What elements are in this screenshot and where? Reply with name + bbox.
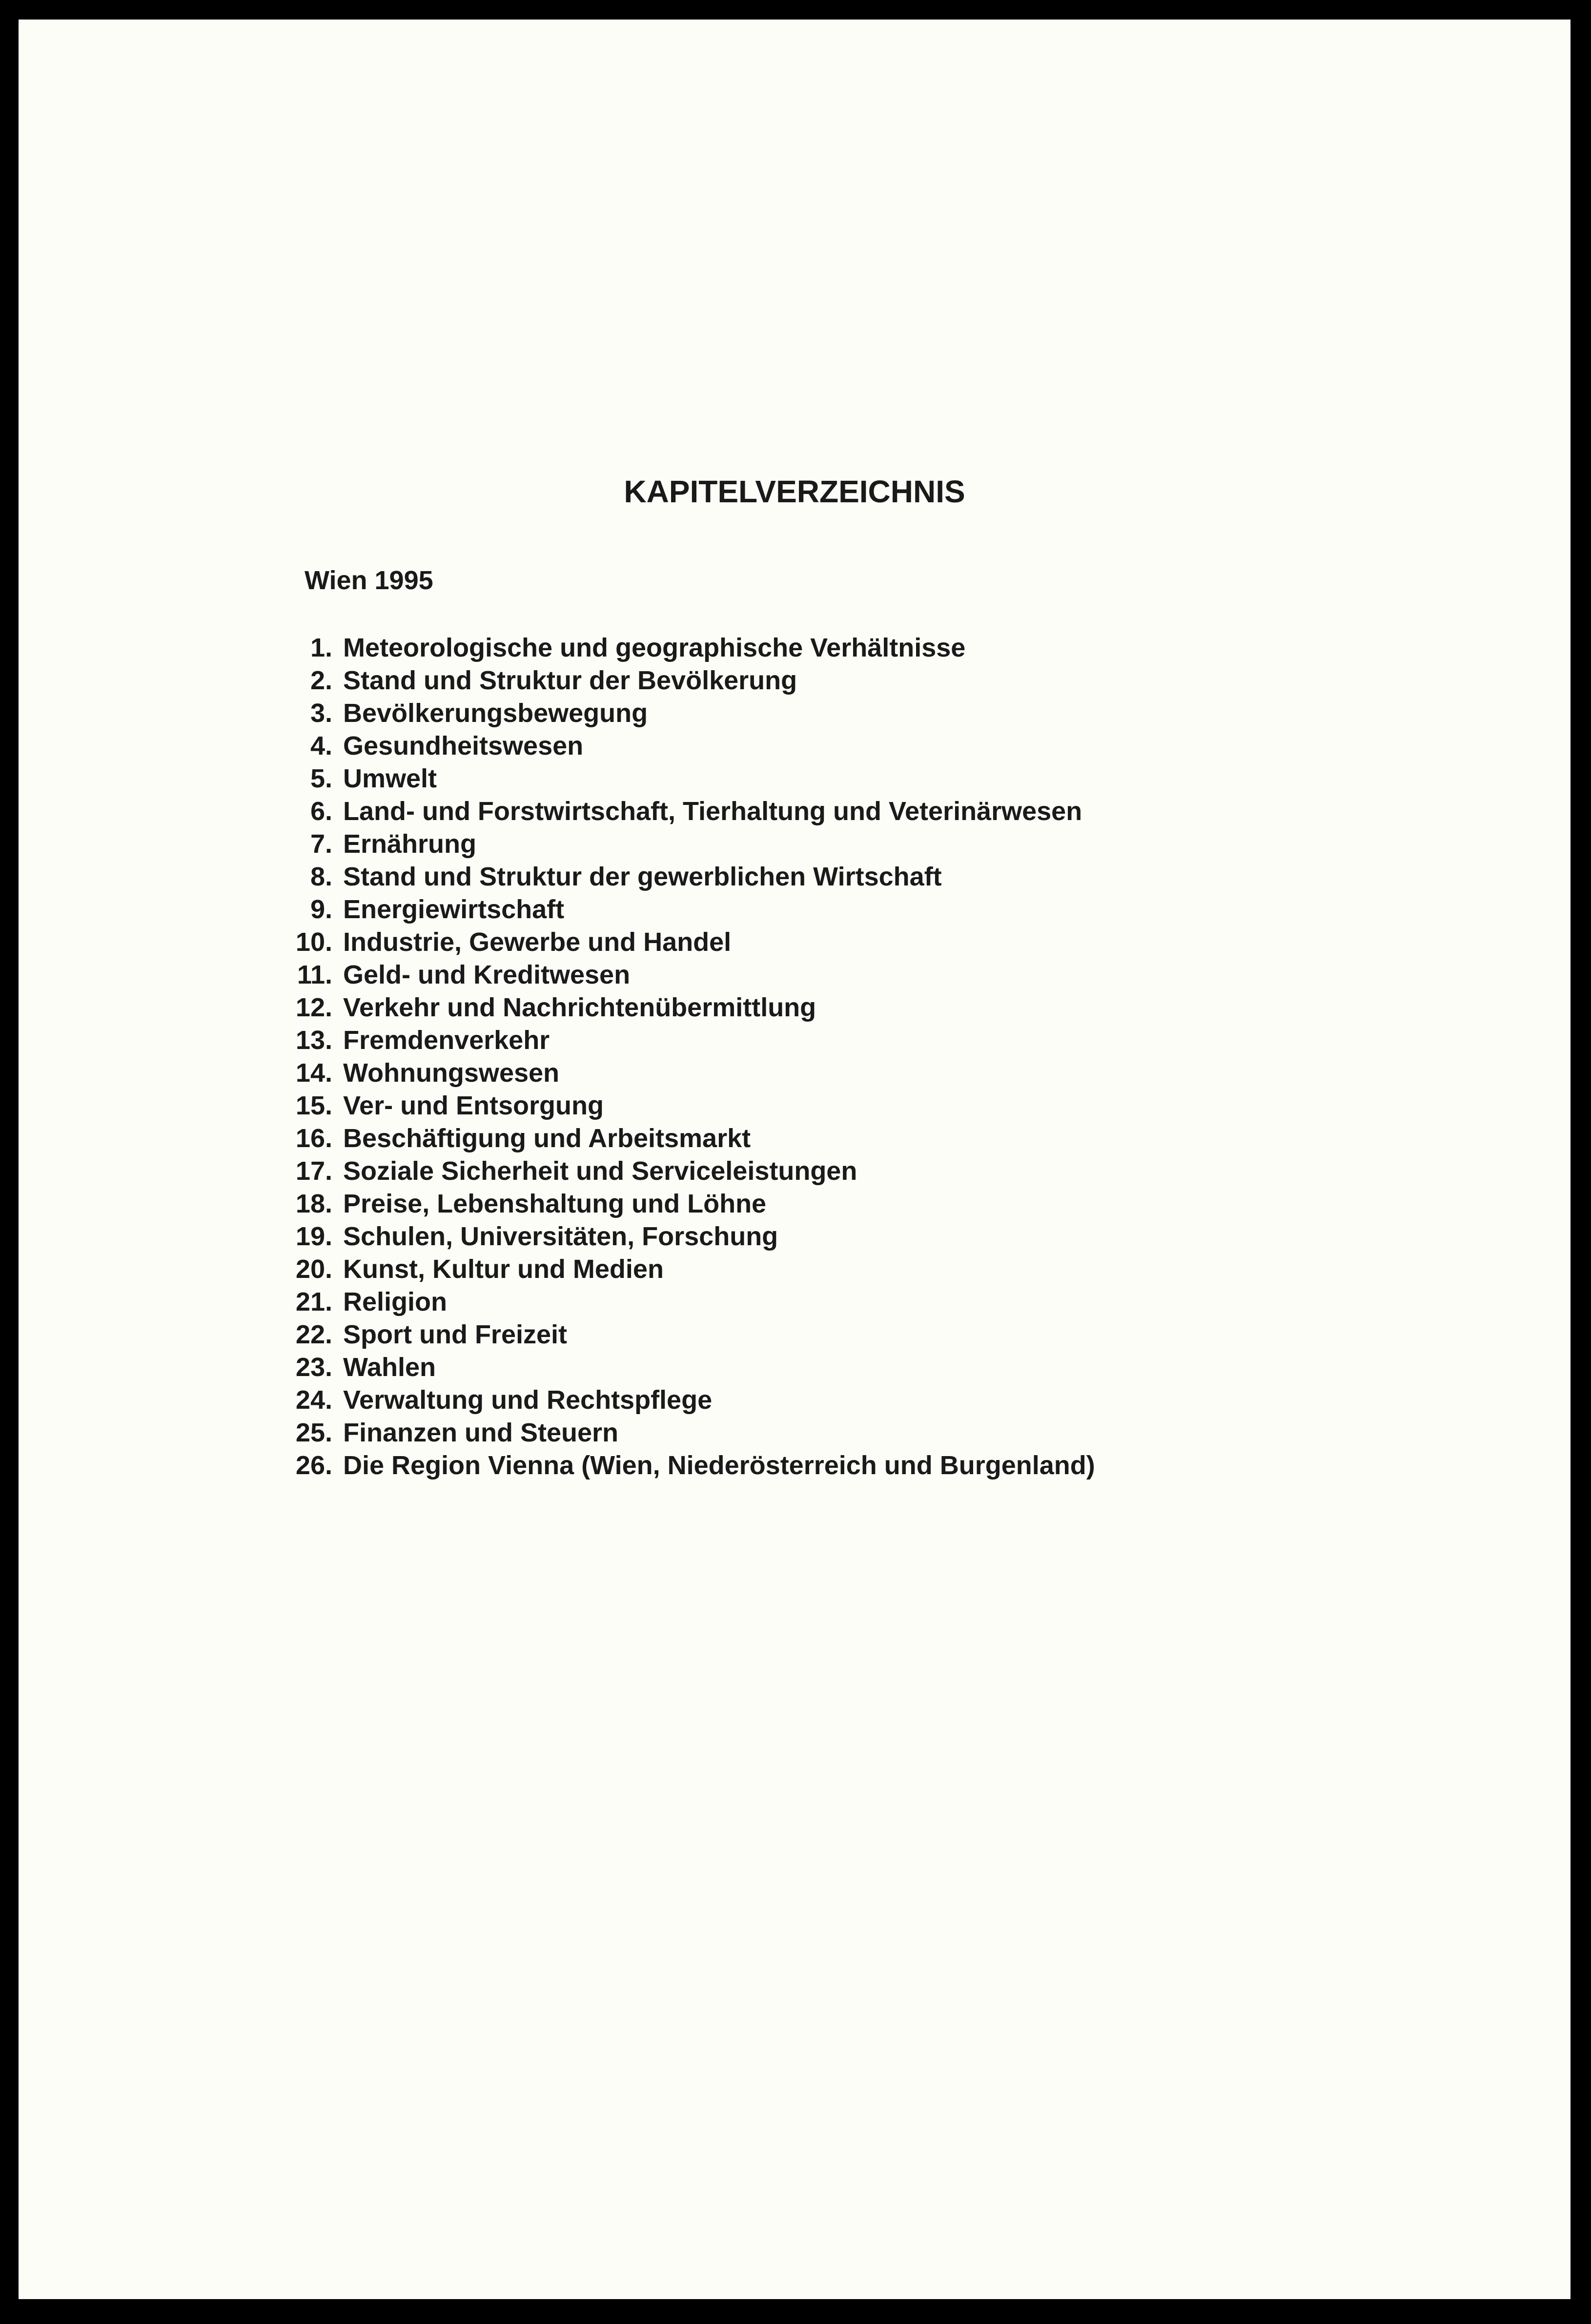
toc-entry-number: 24. [295,1385,332,1415]
toc-entry-label: Kunst, Kultur und Medien [343,1254,664,1284]
table-of-contents [19,631,1095,1481]
toc-entry-number: 26. [295,1450,332,1480]
toc-entry [19,860,1095,893]
document-page [19,20,1571,2299]
toc-entry-label: Industrie, Gewerbe und Handel [343,927,732,957]
toc-entry-number: 21. [295,1287,332,1316]
toc-entry-number: 3. [310,698,332,728]
toc-entry-label: Wohnungswesen [343,1058,560,1088]
toc-entry-number: 12. [295,992,332,1022]
toc-entry [19,664,1095,697]
toc-entry [19,1187,1095,1220]
toc-entry [19,1318,1095,1351]
toc-entry-number: 5. [310,763,332,793]
toc-entry [19,1056,1095,1089]
toc-entry [19,762,1095,795]
toc-entry [19,1416,1095,1449]
toc-entry [19,1449,1095,1481]
toc-entry-label: Sport und Freizeit [343,1319,567,1349]
toc-entry [19,795,1095,827]
toc-entry [19,1220,1095,1253]
page-subtitle: Wien 1995 [305,566,433,595]
toc-entry [19,1351,1095,1383]
toc-entry-label: Schulen, Universitäten, Forschung [343,1221,778,1251]
toc-entry [19,827,1095,860]
toc-entry [19,1253,1095,1285]
toc-entry-number: 4. [310,731,332,761]
toc-entry-number: 20. [295,1254,332,1284]
toc-entry-label: Stand und Struktur der gewerblichen Wirtschaft [343,862,942,891]
toc-entry [19,1024,1095,1056]
toc-entry [19,1383,1095,1416]
toc-entry-label: Finanzen und Steuern [343,1418,619,1447]
toc-entry [19,1285,1095,1318]
page-title: KAPITELVERZEICHNIS [624,474,965,509]
toc-entry [19,631,1095,664]
toc-entry-label: Die Region Vienna (Wien, Niederösterreich und Burgenland) [343,1450,1095,1480]
toc-entry-label: Verkehr und Nachrichtenübermittlung [343,992,816,1022]
toc-entry-number: 25. [295,1418,332,1447]
toc-entry-label: Energiewirtschaft [343,894,565,924]
toc-entry-label: Fremdenverkehr [343,1025,550,1055]
toc-entry-number: 13. [295,1025,332,1055]
toc-entry-label: Soziale Sicherheit und Serviceleistungen [343,1156,857,1186]
toc-entry-label: Religion [343,1287,447,1316]
toc-entry-label: Gesundheitswesen [343,731,584,761]
toc-entry-number: 8. [310,862,332,891]
toc-entry [19,958,1095,991]
toc-entry-number: 1. [310,633,332,662]
toc-entry [19,1154,1095,1187]
toc-entry-number: 14. [295,1058,332,1088]
toc-entry [19,893,1095,925]
toc-entry-number: 6. [310,796,332,826]
toc-entry-label: Bevölkerungsbewegung [343,698,648,728]
toc-entry-label: Umwelt [343,763,437,793]
toc-entry [19,1089,1095,1122]
toc-entry-number: 16. [295,1123,332,1153]
toc-entry-number: 17. [295,1156,332,1186]
toc-entry-number: 22. [295,1319,332,1349]
toc-entry [19,1122,1095,1154]
toc-entry-number: 23. [295,1352,332,1382]
toc-entry-label: Beschäftigung und Arbeitsmarkt [343,1123,751,1153]
toc-entry-number: 7. [310,829,332,859]
toc-entry-number: 19. [295,1221,332,1251]
toc-entry-label: Ver- und Entsorgung [343,1090,604,1120]
toc-entry [19,925,1095,958]
toc-entry-label: Stand und Struktur der Bevölkerung [343,665,797,695]
toc-entry-label: Wahlen [343,1352,436,1382]
toc-entry-label: Ernährung [343,829,477,859]
toc-entry-number: 15. [295,1090,332,1120]
toc-entry-number: 11. [297,960,332,989]
toc-entry [19,991,1095,1024]
toc-entry-label: Verwaltung und Rechtspflege [343,1385,713,1415]
toc-entry-label: Geld- und Kreditwesen [343,960,631,989]
toc-entry-number: 10. [295,927,332,957]
toc-entry-number: 2. [310,665,332,695]
toc-entry-number: 18. [295,1189,332,1218]
toc-entry [19,697,1095,729]
toc-entry-label: Land- und Forstwirtschaft, Tierhaltung und Veterinärwesen [343,796,1082,826]
toc-entry-number: 9. [310,894,332,924]
toc-entry [19,729,1095,762]
toc-entry-label: Preise, Lebenshaltung und Löhne [343,1189,767,1218]
toc-entry-label: Meteorologische und geographische Verhältnisse [343,633,966,662]
